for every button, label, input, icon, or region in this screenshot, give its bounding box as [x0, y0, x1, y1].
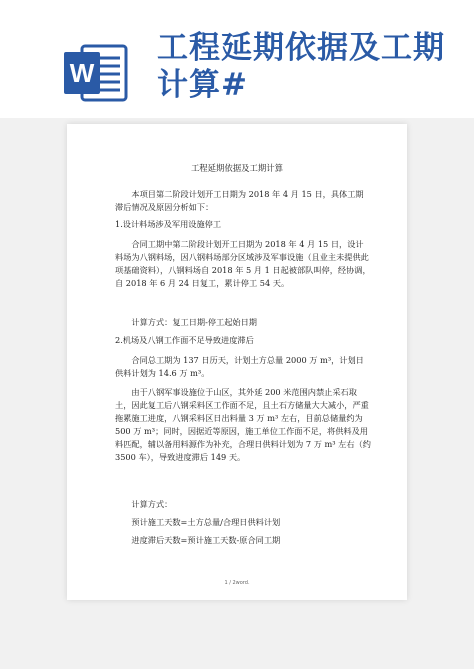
document-page — [67, 124, 407, 600]
header-banner — [0, 0, 474, 120]
banner-title: 工程延期依据及工期计算# — [157, 30, 445, 103]
formula-2: 进度滞后天数=预计施工天数-原合同工期 — [131, 535, 281, 545]
formula-1: 预计施工天数=土方总量/合理日供料计划 — [131, 517, 281, 527]
paragraph-2: 合同总工期为 137 日历天，计划土方总量 2000 万 m³，计划日供料计划为 14.6 万 m³。 — [115, 355, 364, 378]
logo-letter: W — [69, 58, 95, 88]
paragraph-intro: 本项目第二阶段计划开工日期为 2018 年 4 月 15 日，具体工期滞后情况及原因分析如下： — [115, 189, 364, 212]
paragraph-calc-1: 计算方式：复工日期-停工起始日期 — [131, 317, 257, 327]
paragraph-calc-2: 计算方式： — [131, 499, 173, 509]
document-title: 工程延期依据及工期计算 — [190, 163, 284, 173]
word-document-icon — [64, 42, 128, 104]
paragraph-1: 合同工期中第二阶段计划开工日期为 2018 年 4 月 15 日，设计料场为八钢料场，因八钢料场部分区域涉及军事设施（且业主未提供此项基础资料），八钢料场自 2018 年 5 月 1 日起被部队叫停，经协调，自 2018 年 6 月 24 日复工，累计停工 54 天。 — [115, 239, 371, 288]
section-heading-1: 1.设计料场涉及军用设施停工 — [115, 219, 222, 229]
page-footer: 1 / 2word. — [224, 580, 250, 586]
paragraph-3: 由于八钢军事设施位于山区，其外延 200 米范围内禁止采石取土，因此复工后八钢采料区工作面不足，且土石方储量大大减小，严重拖累施工进度，八钢采料区日出料量 3 万 m³ 左右，目前总储量约为 500 万 m³；同时，因据近等原因，施工单位工作面不足，将供料及用料匹配，辅以备用料源作为补充，合理日供料计划为 7 万 m³ 左右（约 3500 车），导致进度滞后 149 天。 — [115, 387, 371, 462]
section-heading-2: 2.机场及八钢工作面不足导致进度滞后 — [115, 335, 254, 345]
